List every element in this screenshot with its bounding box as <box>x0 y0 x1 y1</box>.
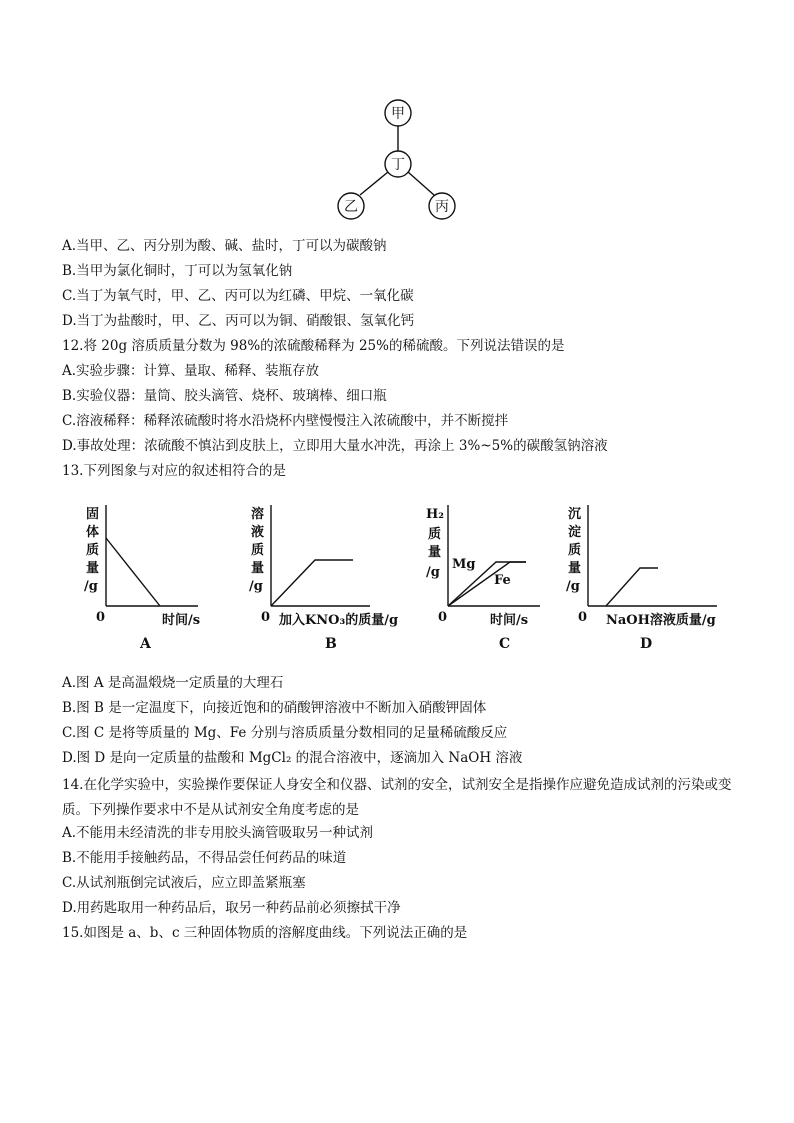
chart-c-origin: 0 <box>438 610 448 625</box>
q11-option-c: C.当丁为氧气时，甲、乙、丙可以为红磷、甲烷、一氧化碳 <box>62 288 414 304</box>
q14-stem: 14.在化学实验中，实验操作要保证人身安全和仪器、试剂的安全，试剂安全是指操作应避免造成试剂的污染或变质。下列操作要求中不是从试剂安全角度考虑的是 <box>62 777 732 818</box>
node-right: 丙 <box>435 199 449 215</box>
q11-option-b: B.当甲为氯化铜时，丁可以为氢氧化钠 <box>62 263 293 279</box>
chart-d-origin: 0 <box>578 610 588 625</box>
q13-stem: 13.下列图象与对应的叙述相符合的是 <box>62 463 286 479</box>
chart-a-origin: 0 <box>96 610 106 625</box>
q12-option-c: C.溶液稀释：稀释浓硫酸时将水沿烧杯内壁慢慢注入浓硫酸中，并不断搅拌 <box>62 413 509 429</box>
chart-a-ylabel-3: 质 <box>86 543 100 558</box>
chart-d-ylabel-3: 质 <box>568 543 582 558</box>
chart-b-origin: 0 <box>261 610 271 625</box>
q12-option-b: B.实验仪器：量筒、胶头滴管、烧杯、玻璃棒、细口瓶 <box>62 388 387 404</box>
chart-c-ylabel-top: H₂ <box>426 507 444 522</box>
relation-diagram <box>330 95 465 220</box>
chart-a-ylabel-5: /g <box>84 579 98 594</box>
chart-a-caption: A <box>140 636 151 652</box>
chart-b-ylabel-4: 量 <box>251 561 265 576</box>
q11-option-a: A.当甲、乙、丙分别为酸、碱、盐时，丁可以为碳酸钠 <box>62 238 387 254</box>
chart-b-line <box>271 560 353 606</box>
q11-option-d: D.当丁为盐酸时，甲、乙、丙可以为铜、硝酸银、氢氧化钙 <box>62 313 415 329</box>
chart-c-xlabel: 时间/s <box>490 613 529 628</box>
q13-option-a: A.图 A 是高温煅烧一定质量的大理石 <box>62 675 284 691</box>
chart-a-ylabel-2: 体 <box>86 525 100 540</box>
q12-option-a: A.实验步骤：计算、量取、稀释、装瓶存放 <box>62 363 320 379</box>
chart-a-ylabel-1: 固 <box>86 507 100 522</box>
q13-option-c: C.图 C 是将等质量的 Mg、Fe 分别与溶质质量分数相同的足量稀硫酸反应 <box>62 725 508 741</box>
chart-d-ylabel-4: 量 <box>568 561 582 576</box>
chart-c-caption: C <box>499 636 511 652</box>
chart-d <box>562 500 727 660</box>
q14-option-c: C.从试剂瓶倒完试液后，应立即盖紧瓶塞 <box>62 875 306 891</box>
q12-stem: 12.将 20g 溶质质量分数为 98%的浓硫酸稀释为 25%的稀硫酸。下列说法错误的是 <box>62 338 565 354</box>
chart-c <box>422 500 552 660</box>
q14-option-a: A.不能用未经清洗的非专用胶头滴管吸取另一种试剂 <box>62 825 374 841</box>
chart-a-ylabel-4: 量 <box>86 561 100 576</box>
chart-b-ylabel-2: 液 <box>251 525 265 540</box>
chart-c-ylabel-3: /g <box>426 565 440 580</box>
chart-a-line <box>106 538 160 606</box>
chart-d-line <box>606 568 658 606</box>
q12-option-d: D.事故处理：浓硫酸不慎沾到皮肤上，立即用大量水冲洗，再涂上 3%~5%的碳酸氢钠溶液 <box>62 438 608 454</box>
q13-option-d: D.图 D 是向一定质量的盐酸和 MgCl₂ 的混合溶液中，逐滴加入 NaOH 溶液 <box>62 750 523 766</box>
node-center: 丁 <box>391 157 405 173</box>
chart-a <box>80 500 210 660</box>
chart-b <box>245 500 415 660</box>
q14-option-d: D.用药匙取用一种药品后，取另一种药品前必须擦拭干净 <box>62 900 401 916</box>
node-top: 甲 <box>391 106 405 122</box>
chart-b-ylabel-1: 溶 <box>251 507 265 522</box>
chart-d-ylabel-2: 淀 <box>568 525 582 540</box>
chart-c-ylabel-1: 质 <box>428 527 442 542</box>
node-left: 乙 <box>344 199 358 215</box>
chart-c-label-fe: Fe <box>494 573 511 588</box>
chart-b-ylabel-5: /g <box>249 579 263 594</box>
chart-d-ylabel-5: /g <box>566 579 580 594</box>
chart-d-xlabel: NaOH溶液质量/g <box>606 613 716 628</box>
chart-b-xlabel: 加入KNO₃的质量/g <box>279 613 399 628</box>
q14-option-b: B.不能用手接触药品，不得品尝任何药品的味道 <box>62 850 347 866</box>
chart-c-ylabel-2: 量 <box>428 545 442 560</box>
chart-d-ylabel-1: 沉 <box>568 507 582 522</box>
chart-d-caption: D <box>640 636 653 652</box>
q13-option-b: B.图 B 是一定温度下，向接近饱和的硝酸钾溶液中不断加入硝酸钾固体 <box>62 700 487 716</box>
chart-b-ylabel-3: 质 <box>251 543 265 558</box>
chart-b-caption: B <box>325 636 337 652</box>
chart-c-label-mg: Mg <box>452 557 476 572</box>
chart-a-xlabel: 时间/s <box>162 613 201 628</box>
q15-stem: 15.如图是 a、b、c 三种固体物质的溶解度曲线。下列说法正确的是 <box>62 925 468 941</box>
